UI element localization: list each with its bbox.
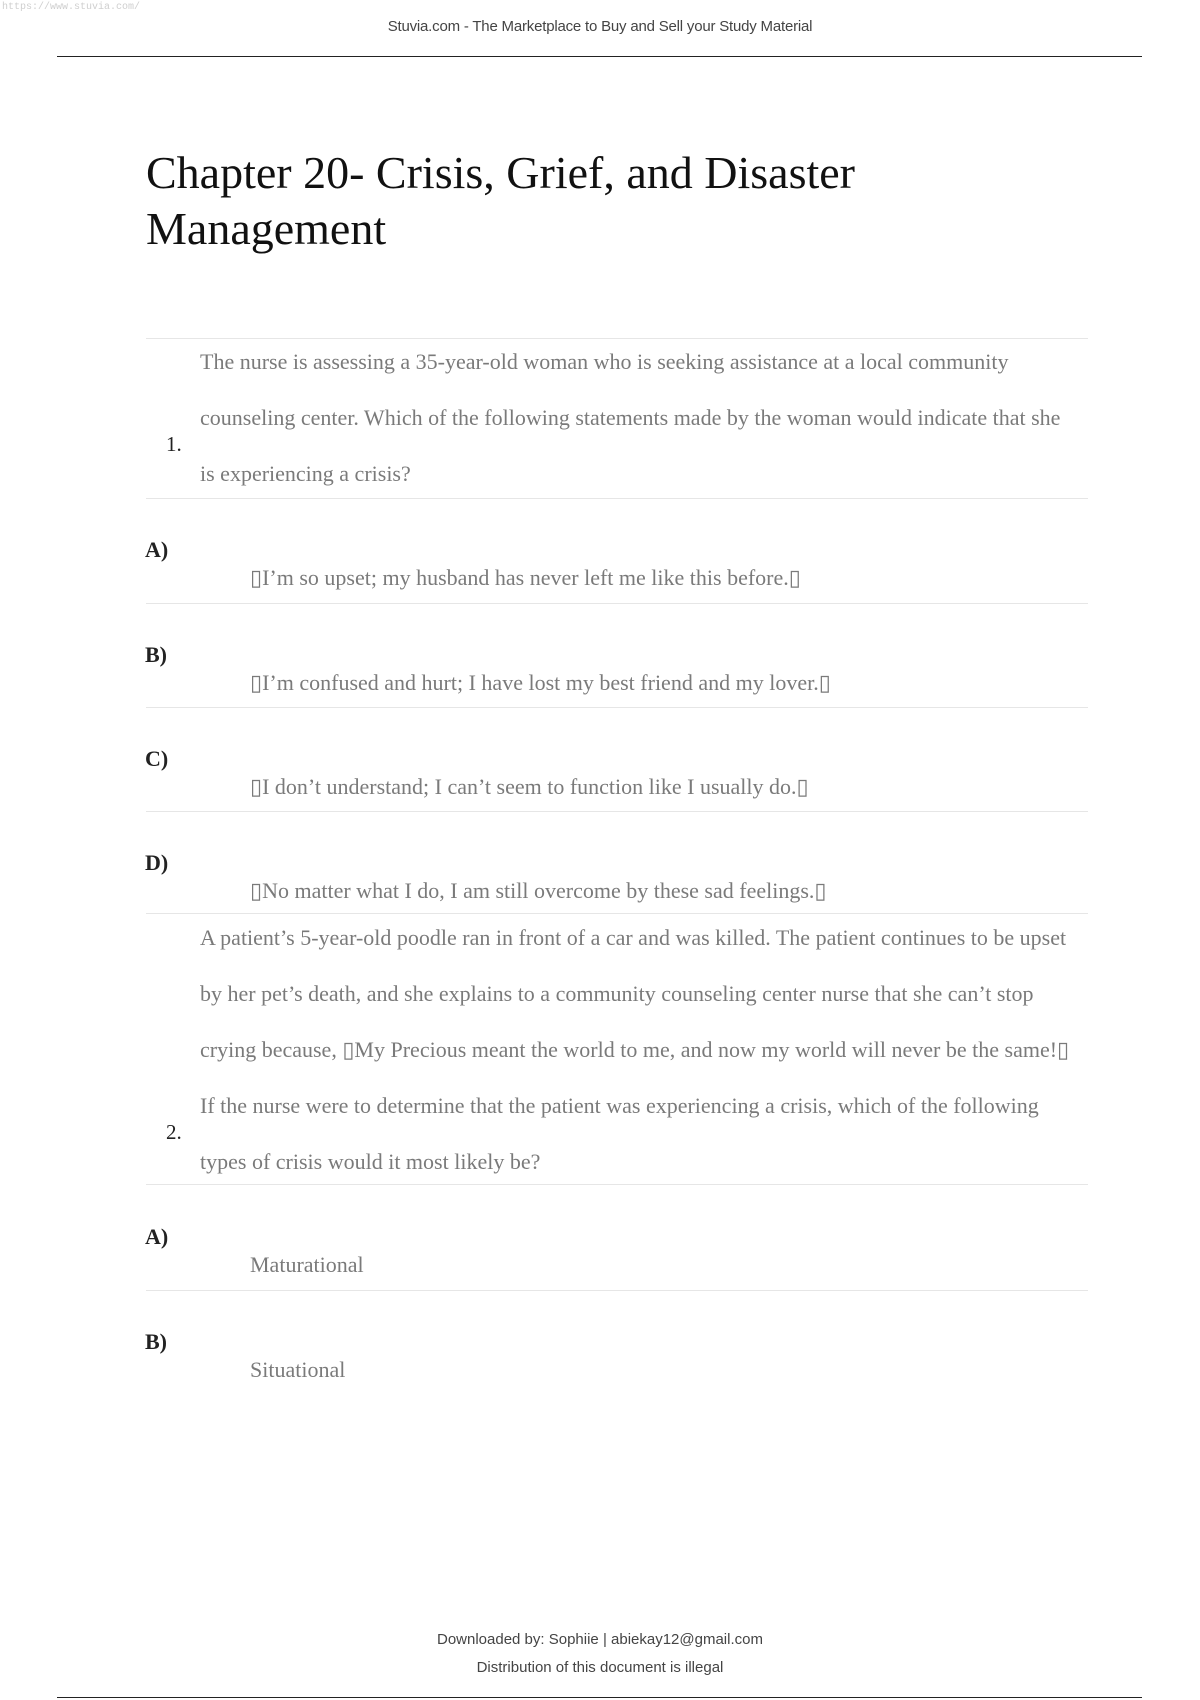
option-text: Maturational <box>250 1252 364 1277</box>
downloaded-by-line: Downloaded by: Sophiie | abiekay12@gmail.com <box>437 1631 763 1648</box>
question-text: The nurse is assessing a 35-year-old woman who is seeking assistance at a local community counseling center. Which of the following statements made by the woman would indicate that she is experiencing a crisis? <box>200 349 1061 486</box>
divider <box>146 707 1088 708</box>
option-letter: D) <box>145 850 169 875</box>
option-text: ▯No matter what I do, I am still overcome by these sad feelings.▯ <box>250 878 827 903</box>
option-text: ▯I don’t understand; I can’t seem to function like I usually do.▯ <box>250 774 809 799</box>
divider <box>146 1184 1088 1185</box>
divider <box>146 811 1088 812</box>
divider <box>146 498 1088 499</box>
site-header: Stuvia.com - The Marketplace to Buy and Sell your Study Material <box>387 18 813 35</box>
option-letter: C) <box>145 746 169 771</box>
option-text: ▯I’m so upset; my husband has never left me like this before.▯ <box>250 565 801 590</box>
question-number: 2. <box>166 1120 182 1144</box>
question-number: 1. <box>166 432 182 456</box>
watermark-url: https://www.stuvia.com/ <box>2 2 141 13</box>
option-letter: B) <box>145 1329 167 1354</box>
option-letter: A) <box>145 537 169 562</box>
divider <box>146 1290 1088 1291</box>
footer-rule <box>57 1697 1142 1698</box>
header-rule <box>57 56 1142 57</box>
question-text: A patient’s 5-year-old poodle ran in front of a car and was killed. The patient continues to be upset by her pet’s death, and she explains to a community counseling center nurse that she can’t stop crying because, ▯My Precious meant the world to me, and now my world will never be the same!▯ If the nurse were to determine that the patient was experiencing a crisis, which of the following types of crisis would it most likely be? <box>200 925 1070 1174</box>
option-letter: B) <box>145 642 167 667</box>
option-letter: A) <box>145 1224 169 1249</box>
divider <box>146 603 1088 604</box>
option-text: Situational <box>250 1357 346 1382</box>
page-title: Chapter 20- Crisis, Grief, and Disaster Management <box>146 147 856 254</box>
distribution-notice: Distribution of this document is illegal <box>476 1659 724 1676</box>
option-text: ▯I’m confused and hurt; I have lost my best friend and my lover.▯ <box>250 670 831 695</box>
